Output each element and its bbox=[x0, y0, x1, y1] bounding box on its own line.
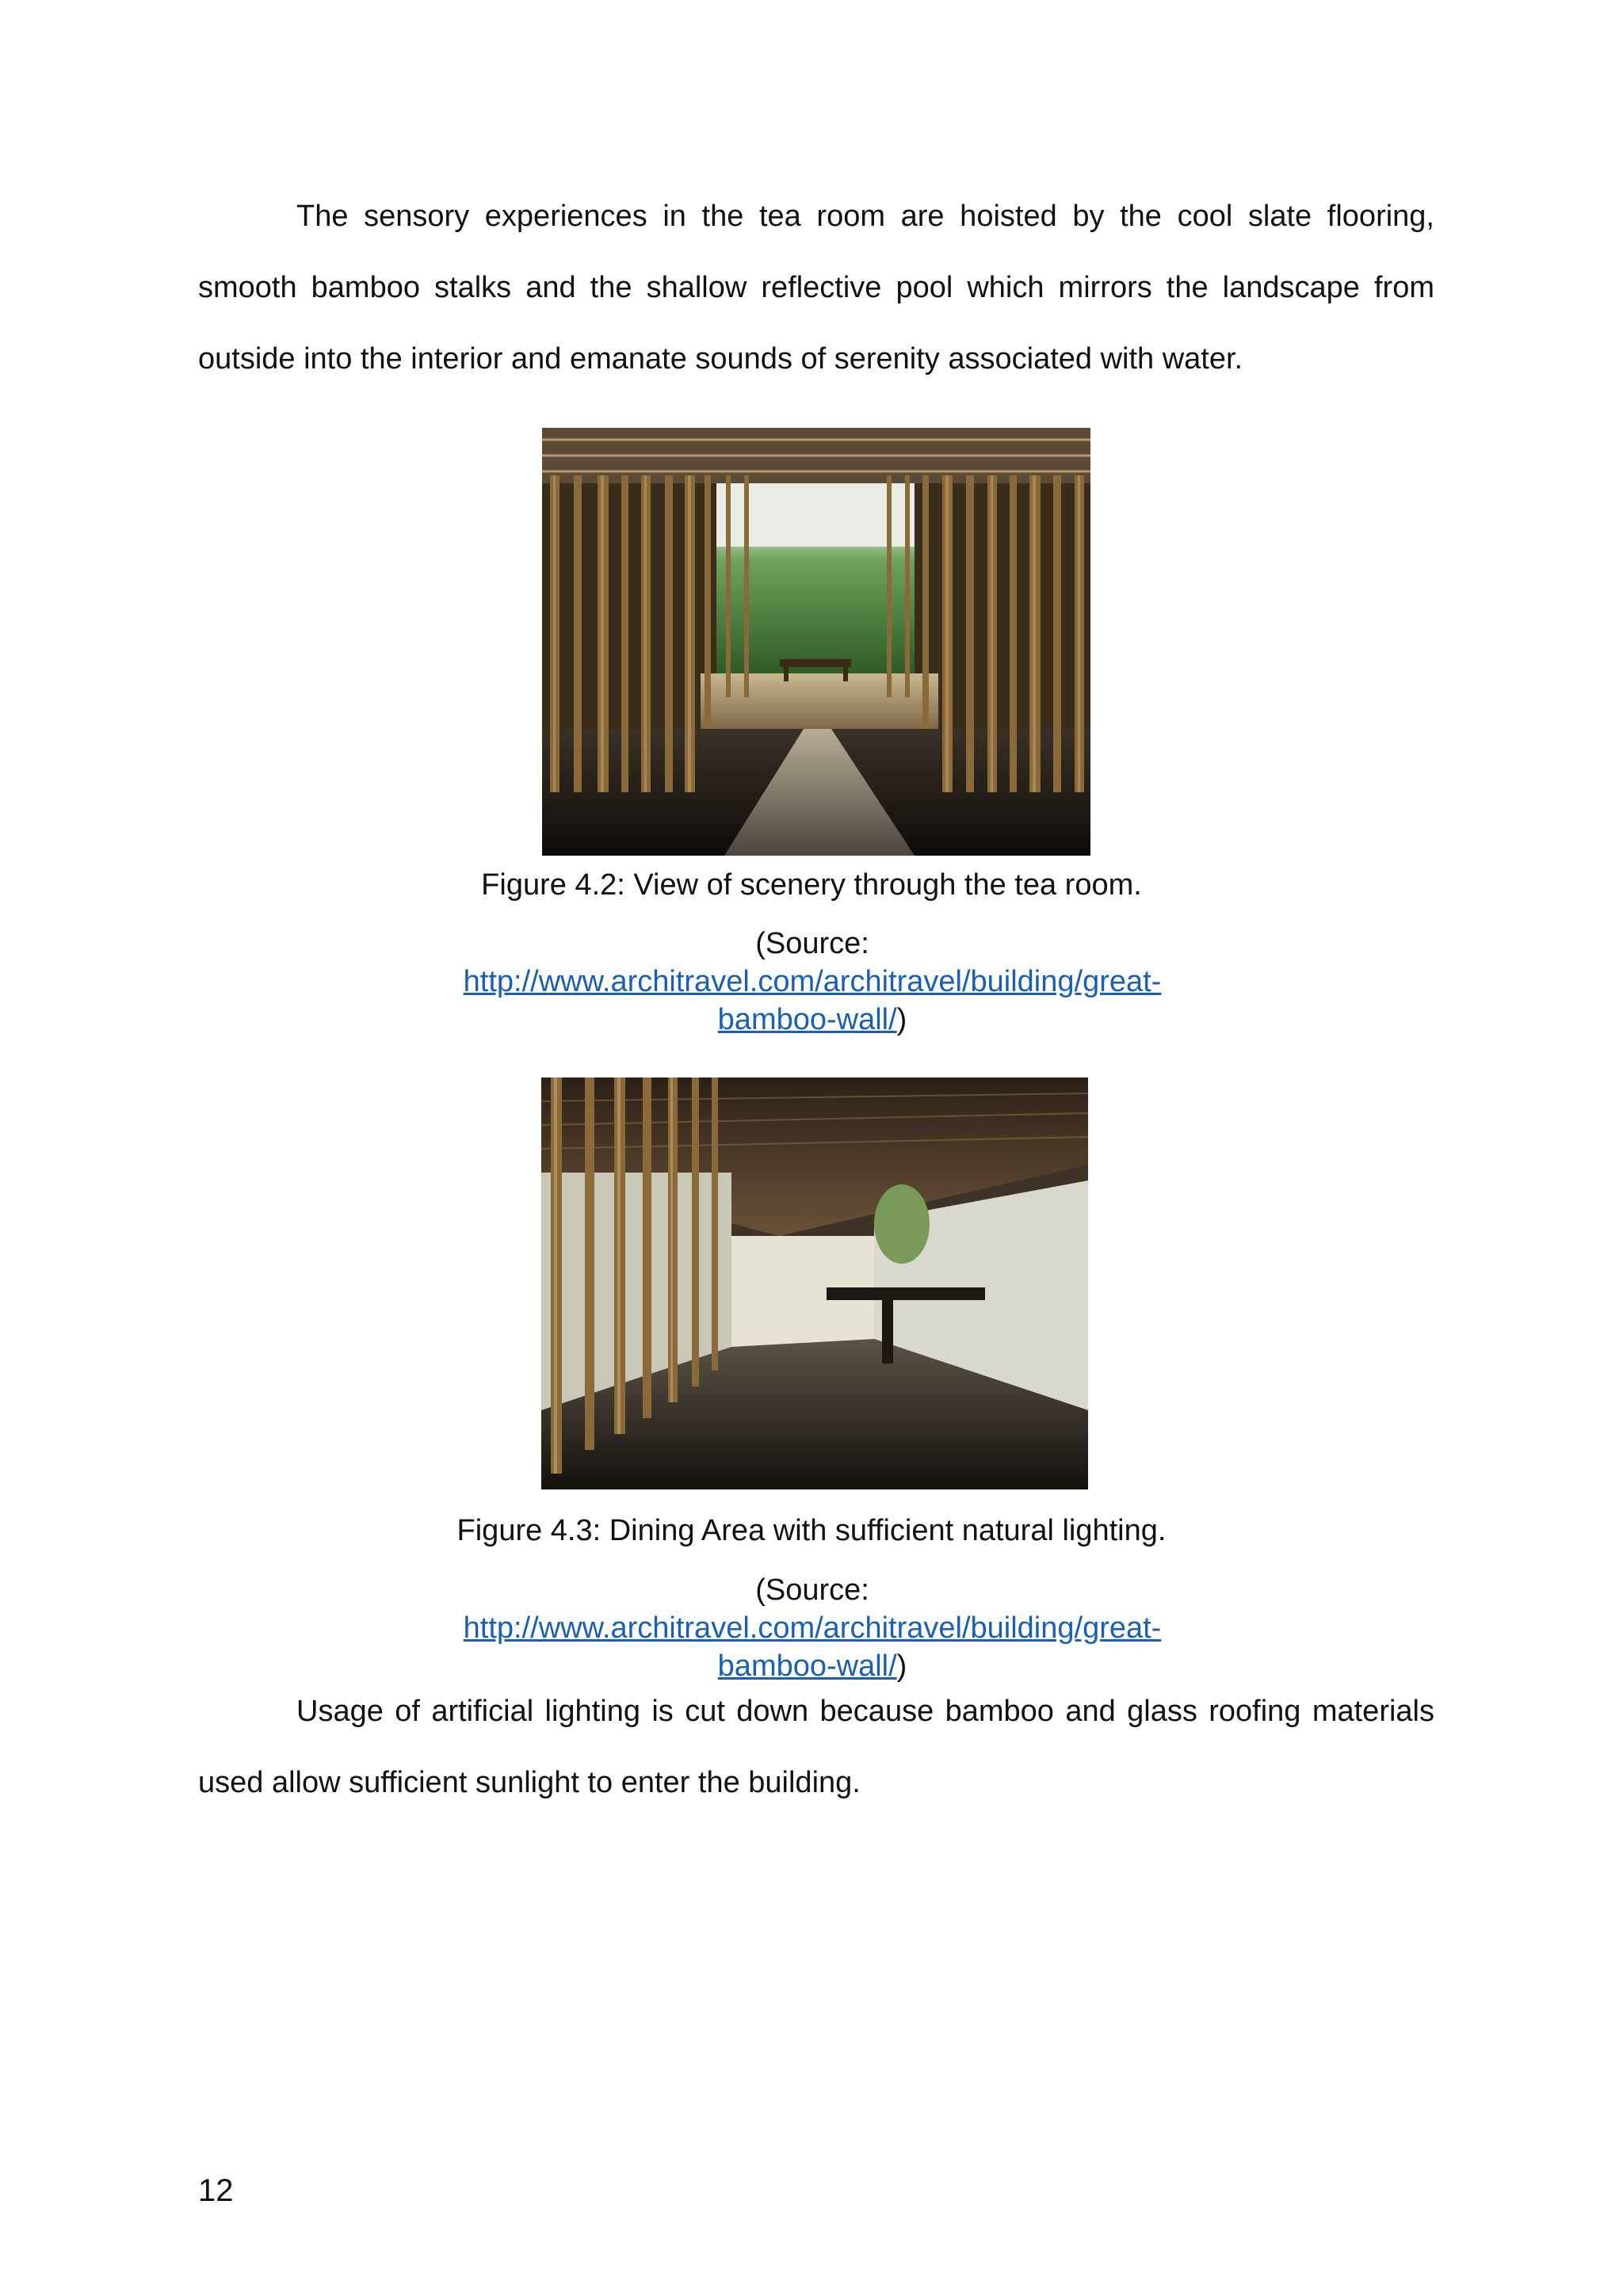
body-paragraph-2-text: Usage of artificial lighting is cut down because bamboo and glass roofing materials used allow sufficient sunlight to enter the building. bbox=[198, 1695, 1434, 1799]
figure-4-2-source-suffix: ) bbox=[896, 1003, 907, 1036]
figure-4-3-source-prefix: (Source: bbox=[755, 1573, 869, 1607]
figure-4-3-source-suffix: ) bbox=[896, 1650, 907, 1683]
tea-room-photo-drawing bbox=[542, 428, 1090, 856]
figure-4-2-source bbox=[404, 925, 1220, 1039]
figure-4-2-source-prefix: (Source: bbox=[755, 927, 869, 960]
body-paragraph-1-text: The sensory experiences in the tea room are hoisted by the cool slate flooring, smooth bamboo stalks and the shallow reflective pool which mirrors the landscape from outside into the interior and emanate sounds of serenity associated with water. bbox=[198, 200, 1434, 376]
figure-4-3-caption: Figure 4.3: Dining Area with sufficient natural lighting. bbox=[456, 1514, 1167, 1547]
figure-4-3-source bbox=[404, 1571, 1220, 1685]
figure-4-2-source-link[interactable]: http://www.architravel.com/architravel/building/great-bamboo-wall/ bbox=[463, 965, 1162, 1036]
dining-area-photo-drawing bbox=[541, 1077, 1088, 1489]
page-number: 12 bbox=[198, 2173, 234, 2208]
figure-4-3-source-link[interactable]: http://www.architravel.com/architravel/building/great-bamboo-wall/ bbox=[463, 1611, 1162, 1683]
tea-room-photo bbox=[542, 428, 1090, 856]
body-paragraph-1 bbox=[198, 181, 1434, 395]
dining-area-photo bbox=[541, 1077, 1088, 1489]
body-paragraph-2 bbox=[198, 1676, 1434, 1818]
figure-4-2-caption: Figure 4.2: View of scenery through the tea room. bbox=[481, 868, 1142, 902]
